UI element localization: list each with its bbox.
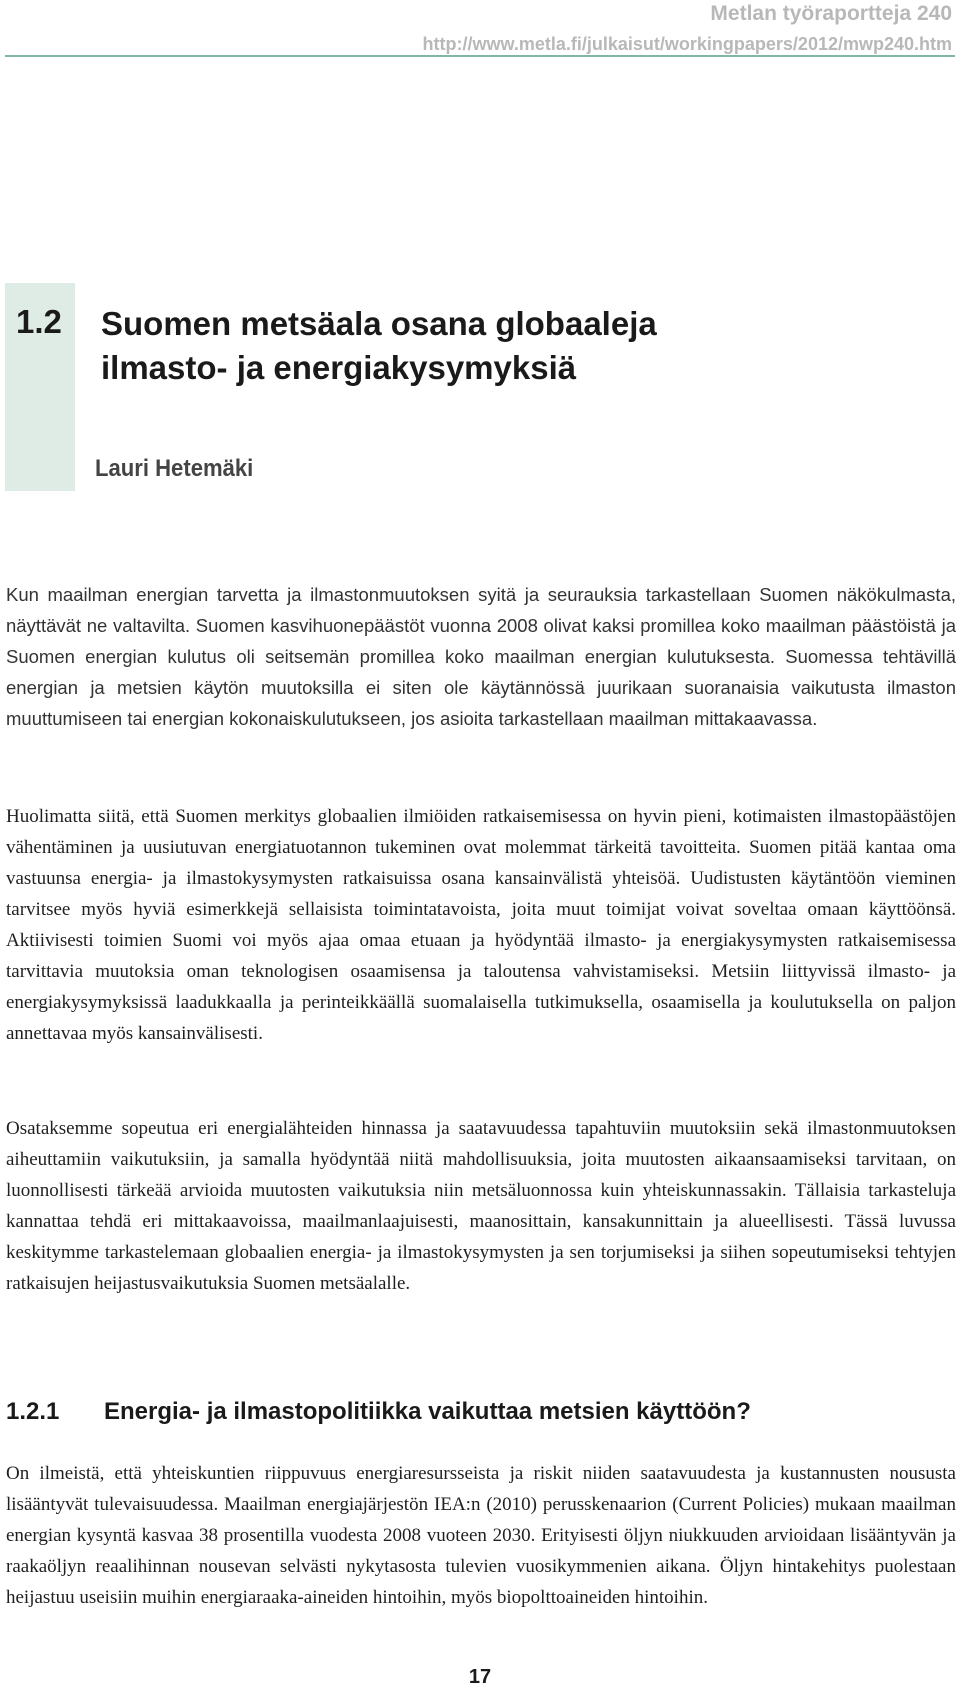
page-number: 17: [468, 1666, 492, 1688]
section-title-line-2: ilmasto- ja energiakysymyksiä: [101, 349, 577, 386]
series-url[interactable]: http://www.metla.fi/julkaisut/workingpapers/2012/mwp240.htm: [422, 34, 952, 54]
running-header: [52, 0, 952, 55]
subsection-number: 1.2.1: [6, 1398, 60, 1425]
body-paragraph-1: Huolimatta siitä, että Suomen merkitys globaalien ilmiöiden ratkaisemisessa on hyvin pieni, kotimaisten ilmastopäästöjen vähentäminen ja uusiutuvan energiatuotannon tukeminen ovat molemmat tärkeitä tavoitteita. Suomen pitää kantaa oma vastuunsa energia- ja ilmastokysymysten ratkaisuissa osana kansainvälistä yhteisöä. Uudistusten käytäntöön vieminen tarvitsee myös hyviä esimerkkejä sellaisista toimintatavoista, joita muut toimijat voivat soveltaa omaan käyttöönsä. Aktiivisesti toimien Suomi voi myös ajaa omaa etuaan ja hyödyntää ilmasto- ja energiakysymysten ratkaisemisessa tarvittavia muutoksia oman teknologisen osaamisensa ja taloutensa vahvistamiseksi. Metsiin liittyvissä ilmasto- ja energiakysymyksissä laadukkaalla ja perinteikkäällä suomalaisella tutkimuksella, osaamisella ja koulutuksella on paljon annettavaa myös kansainvälisesti.: [6, 806, 956, 1044]
abstract-paragraph: Kun maailman energian tarvetta ja ilmastonmuutoksen syitä ja seurauksia tarkastellaan Suomen näkökulmasta, näyttävät ne valtavilta. Suomen kasvihuonepäästöt vuonna 2008 olivat kaksi promillea koko maailman päästöistä ja Suomen energian kulutus oli seitsemän promillea koko maailman energian kulutuksesta. Suomessa tehtävillä energian ja metsien käytön muutoksilla ei siten ole käytännössä juurikaan suoranaisia vaikutusta ilmaston muuttumiseen tai energian kokonaiskulutukseen, jos asioita tarkastellaan maailman mittakaavassa.: [6, 584, 956, 729]
author-name: Lauri Hetemäki: [95, 455, 254, 482]
section-title: [101, 302, 901, 390]
series-title: Metlan työraportteja 240: [710, 2, 952, 25]
subsection-paragraph: On ilmeistä, että yhteiskuntien riippuvuus energiaresursseista ja riskit niiden saatavuudesta ja kustannusten noususta lisääntyvät tulevaisuudessa. Maailman energiajärjestön IEA:n (2010) perusskenaarion (Current Policies) mukaan maailman energian kysyntä kasvaa 38 prosentilla vuodesta 2008 vuoteen 2030. Erityisesti öljyn niukkuuden arvioidaan lisääntyvän ja raakaöljyn reaalihinnan nousevan selvästi nykytasosta tulevien vuosikymmenien aikana. Öljyn hintakehitys puolestaan heijastuu useisiin muihin energiaraaka-aineiden hintoihin, myös biopolttoaineiden hintoihin.: [6, 1463, 956, 1608]
section-title-line-1: Suomen metsäala osana globaaleja: [101, 305, 657, 342]
body-paragraph-2: Osataksemme sopeutua eri energialähteiden hinnassa ja saatavuudessa tapahtuviin muutoksiin sekä ilmastonmuutoksen aiheuttamiin vaikutuksiin, ja samalla hyödyntää niitä mahdollisuuksia, joita muutosten aikaansaamiseksi tarvitaan, on luonnollisesti tärkeää arvioida muutosten vaikutuksia niin metsäluonnossa kuin yhteiskunnassakin. Tällaisia tarkasteluja kannattaa tehdä eri mittakaavoissa, maailmanlaajuisesti, maanosittain, kansakunnittain ja alueellisesti. Tässä luvussa keskitymme tarkastelemaan globaalien energia- ja ilmastokysymysten ja sen torjumiseksi ja siihen sopeutumiseksi tehtyjen ratkaisujen heijastusvaikutuksia Suomen metsäalalle.: [6, 1118, 956, 1294]
subsection-title: Energia- ja ilmastopolitiikka vaikuttaa metsien käyttöön?: [104, 1398, 751, 1425]
header-divider: [5, 55, 955, 57]
section-number: 1.2: [16, 303, 62, 340]
